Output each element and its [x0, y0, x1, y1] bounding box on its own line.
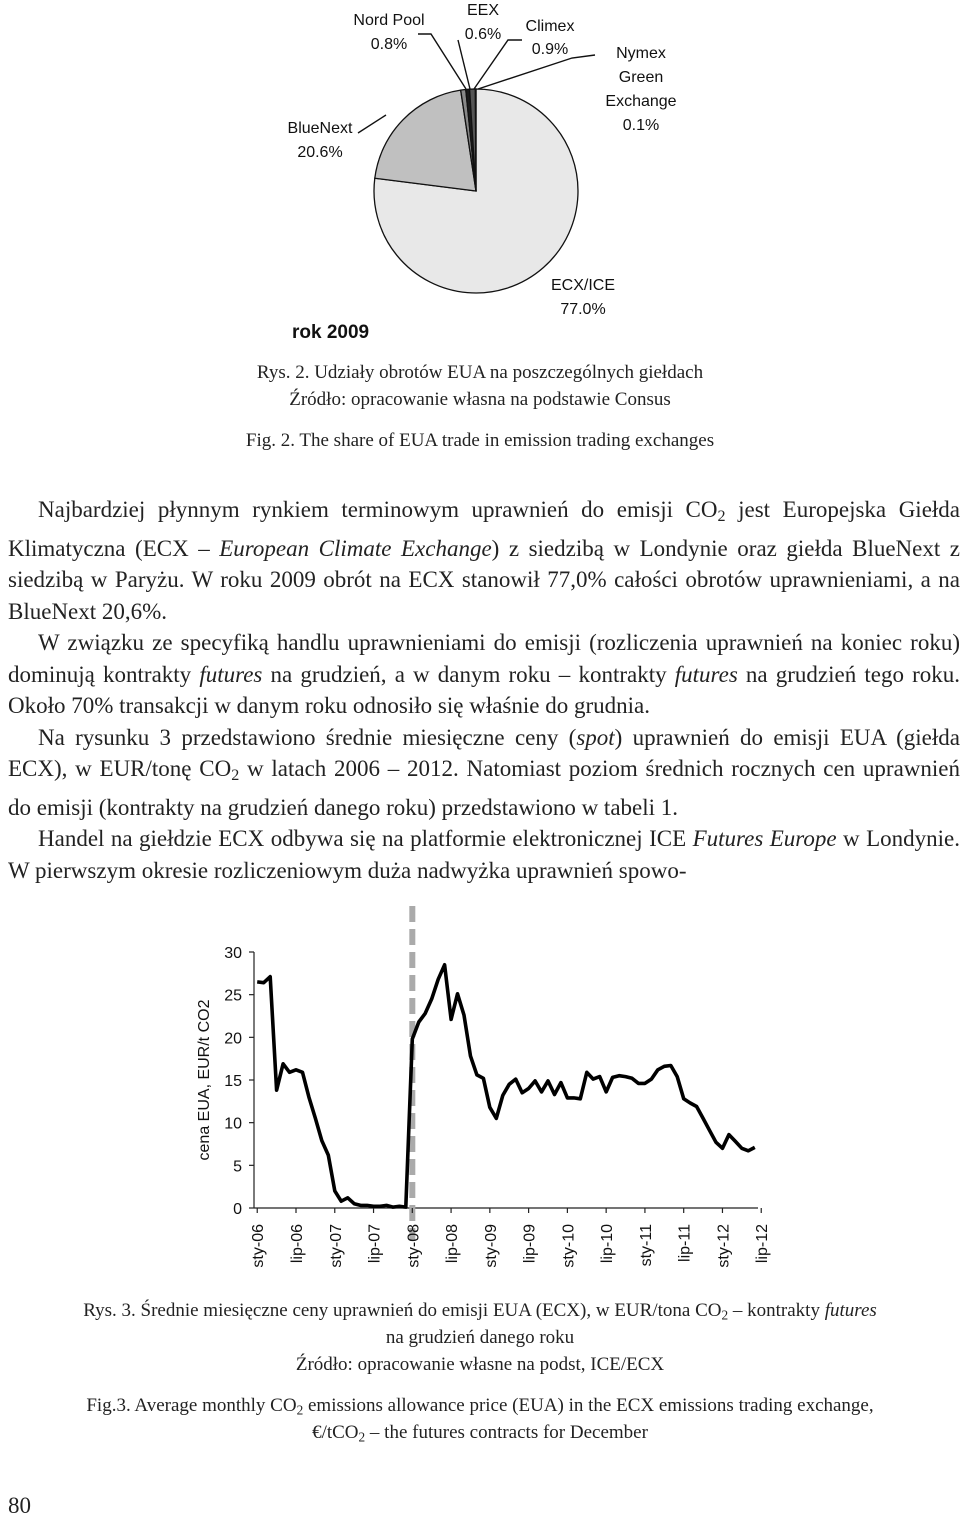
- pie-label-climex-value: 0.9%: [531, 41, 569, 58]
- x-tick-label: lip-07: [366, 1224, 384, 1264]
- pie-label-nordpool-value: 0.8%: [370, 36, 408, 53]
- y-axis-label: cena EUA, EUR/t CO2: [196, 999, 213, 1161]
- series-line-eua: [257, 965, 755, 1207]
- x-tick-label: lip-11: [676, 1224, 694, 1262]
- line-chart: [0, 900, 960, 1295]
- x-tick-label: sty-08: [405, 1224, 423, 1268]
- fig3-caption-pl-line2: na grudzień danego roku: [385, 1327, 575, 1348]
- pie-label-nordpool-name: Nord Pool: [353, 12, 425, 29]
- y-tick-label: 25: [224, 987, 242, 1005]
- pie-chart: [0, 0, 960, 350]
- x-tick-label: lip-06: [289, 1224, 306, 1264]
- paragraph-4: Handel na giełdzie ECX odbywa się na platformie elektronicznej ICE Futures Europe w Londynie. W pierwszym okresie rozliczeniowym duża nadwyżka uprawnień spowo-: [8, 826, 960, 883]
- x-tick-label: lip-12: [754, 1224, 772, 1264]
- y-tick-label: 10: [224, 1115, 242, 1133]
- x-tick-label: lip-09: [521, 1224, 539, 1264]
- y-tick-label: 30: [224, 945, 242, 962]
- fig2-caption-source: Źródło: opracowanie własna na podstawie Consus: [289, 389, 671, 410]
- paragraph-1: Najbardziej płynnym rynkiem terminowym uprawnień do emisji $CO_2$ jest Europejska Giełda Klimatyczna (ECX – European Climate Exchange) z siedzibą w Londynie oraz giełda BlueNext z siedzibą w Paryżu. W roku 2009 obrót na ECX stanowił 77,0% całości obrotów uprawnieniami, a na BlueNext 20,6%.: [8, 497, 960, 624]
- page-number: 80: [8, 1493, 31, 1518]
- leader-line-climex: [474, 40, 522, 89]
- pie-label-nymex-value: 0.1%: [622, 117, 660, 134]
- pie-slice-nymex-green-exchange: [475, 89, 476, 191]
- x-tick-label: lip-10: [599, 1224, 617, 1264]
- leader-line-eex: [458, 40, 470, 89]
- fig3-caption-pl: Rys. 3. Średnie miesięczne ceny uprawnień do emisji EUA (ECX), w EUR/tona $CO_2$ – kontrakty futures: [83, 1300, 877, 1323]
- leader-line-nymex: [478, 55, 595, 89]
- x-tick-label: sty-12: [715, 1224, 733, 1268]
- x-tick-label: lip-08: [444, 1224, 462, 1264]
- x-tick-label: sty-06: [250, 1224, 268, 1268]
- fig3-caption-source: Źródło: opracowanie własne na podst, ICE/ECX: [295, 1354, 665, 1375]
- y-tick-label: 15: [224, 1073, 242, 1090]
- pie-label-nymex-line2: Green: [618, 69, 664, 86]
- body-text: [8, 494, 960, 886]
- x-tick-label: sty-11: [637, 1224, 655, 1267]
- pie-label-ecxice-name: ECX/ICE: [550, 277, 616, 294]
- pie-title: rok 2009: [292, 322, 370, 343]
- x-tick-label: sty-07: [327, 1224, 345, 1268]
- y-tick-label: 5: [233, 1158, 242, 1176]
- y-tick-label: 20: [224, 1030, 242, 1048]
- fig2-caption-pl: Rys. 2. Udziały obrotów EUA na poszczególnych giełdach: [256, 362, 704, 383]
- pie-label-eex-value: 0.6%: [464, 26, 502, 43]
- x-tick-label: sty-10: [560, 1224, 578, 1268]
- y-tick-label: 0: [233, 1201, 242, 1218]
- paragraph-3: Na rysunku 3 przedstawiono średnie miesięczne ceny (spot) uprawnień do emisji EUA (giełda ECX), w EUR/tonę $CO_2$ w latach 2006 – 2012. Natomiast poziom średnich rocznych cen uprawnień do emisji (kontrakty na grudzień danego roku) przedstawiono w tabeli 1.: [8, 724, 960, 820]
- pie-label-nymex-line3: Exchange: [605, 93, 677, 110]
- pie-label-ecxice-value: 77.0%: [560, 301, 606, 318]
- fig3-caption-en-line2: €/tCO$_2$ – the futures contracts for December: [312, 1422, 648, 1445]
- fig2-caption-en: Fig. 2. The share of EUA trade in emission trading exchanges: [245, 430, 715, 451]
- pie-label-climex-name: Climex: [525, 18, 575, 35]
- leader-line-bluenext: [358, 115, 386, 133]
- paragraph-2: W związku ze specyfiką handlu uprawnieniami do emisji (rozliczenia uprawnień na koniec roku) dominują kontrakty futures na grudzień, a w danym roku – kontrakty futures na grudzień tego roku. Około 70% transakcji w danym roku odnosiło się właśnie do grudnia.: [8, 630, 960, 719]
- pie-label-nymex-line1: Nymex: [616, 45, 666, 62]
- pie-label-bluenext-name: BlueNext: [287, 120, 353, 137]
- fig3-caption-en: Fig.3. Average monthly $CO_2$ emissions allowance price (EUA) in the ECX emissions trading exchange,: [86, 1395, 874, 1418]
- pie-label-eex-name: EEX: [466, 2, 500, 19]
- x-tick-label: sty-09: [482, 1224, 500, 1268]
- pie-slice-bluenext: [375, 90, 476, 191]
- pie-label-bluenext-value: 20.6%: [297, 144, 343, 161]
